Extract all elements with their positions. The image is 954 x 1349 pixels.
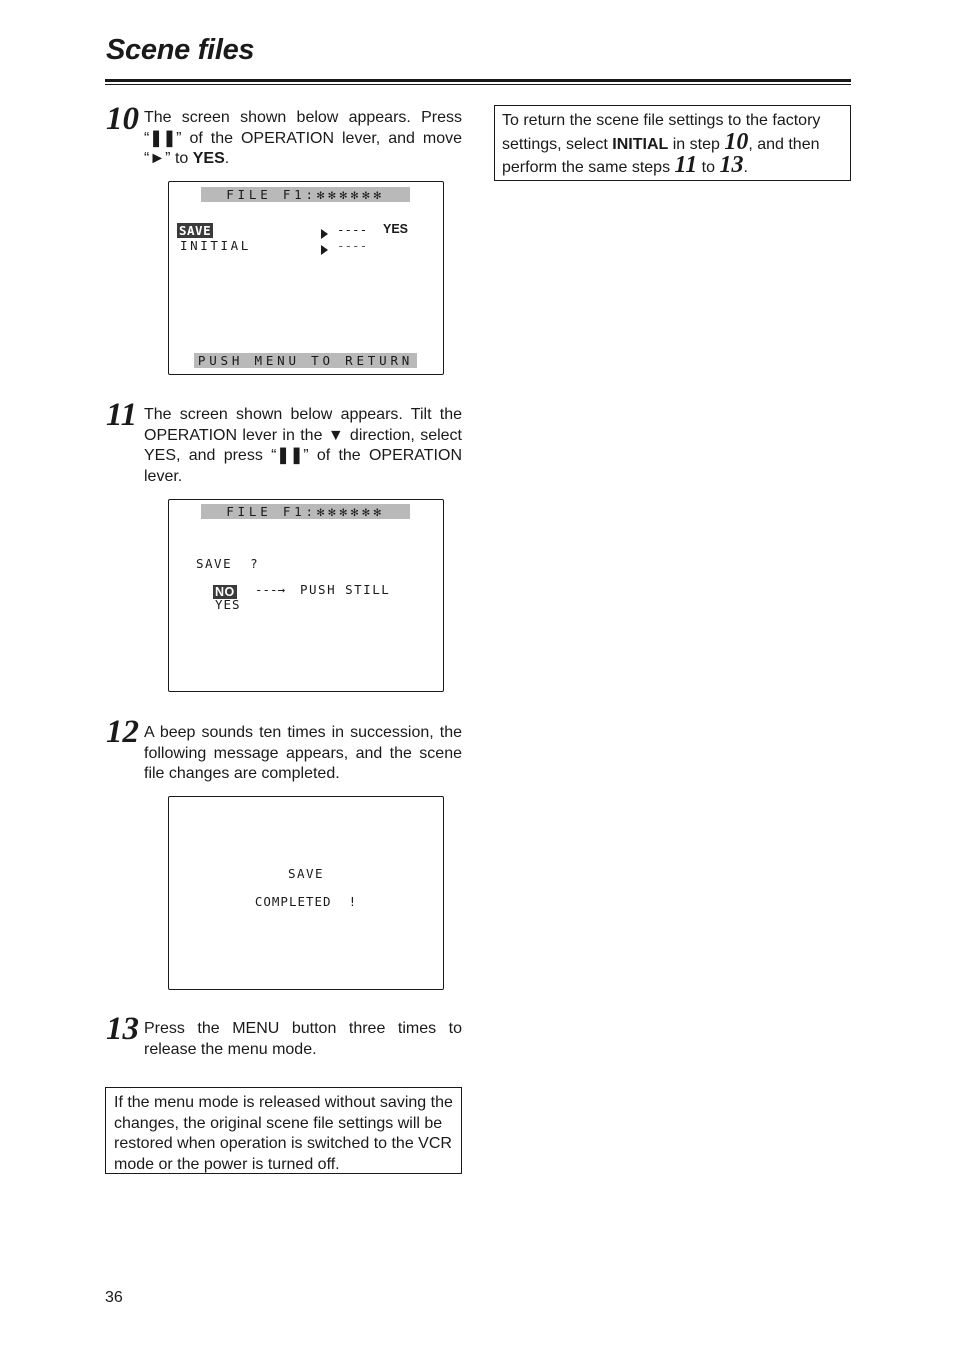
step-ref-10: 10 <box>724 128 749 155</box>
screen-save-completed <box>168 796 444 990</box>
step-11-text: The screen shown below appears. Tilt the OPERATION lever in the ▼ direction, select YES, and press “❚❚” of the OPERATION lever. <box>144 406 463 485</box>
save-question: SAVE ? <box>196 556 260 571</box>
right-arrow-icon: ► <box>149 150 166 167</box>
screen-header-bar: FILE F1:✻✻✻✻✻✻ <box>201 504 410 519</box>
pointer-icon <box>321 245 328 255</box>
title-rule-thin <box>105 84 851 85</box>
step-10-number: 10 <box>106 101 139 137</box>
step-13-number: 13 <box>106 1011 139 1047</box>
step-12-text: A beep sounds ten times in succession, the following message appears, and the scene file changes are completed. <box>144 724 462 782</box>
completed-message: COMPLETED ! <box>254 894 358 909</box>
pause-icon: ❚❚ <box>276 447 304 464</box>
page-number: 36 <box>105 1289 123 1306</box>
push-still-label: PUSH STILL <box>300 582 391 597</box>
screen-save-confirm <box>168 499 444 692</box>
step-ref-11: 11 <box>674 152 698 178</box>
pause-icon: ❚❚ <box>149 129 177 147</box>
screen-footer-bar: PUSH MENU TO RETURN <box>194 353 417 368</box>
save-value-yes: YES <box>383 222 409 236</box>
page-title: Scene files <box>106 34 255 66</box>
pointer-icon <box>321 229 328 239</box>
save-value-dashes: ---- <box>337 222 368 237</box>
screen-header-bar: FILE F1:✻✻✻✻✻✻ <box>201 187 410 202</box>
title-rule-thick <box>105 79 851 82</box>
step-ref-13: 13 <box>719 152 744 178</box>
save-message: SAVE <box>287 866 325 881</box>
initial-value-dashes: ---- <box>337 238 368 253</box>
step-12-number: 12 <box>106 714 139 750</box>
note-box-restore: If the menu mode is released without saving the changes, the original scene file settings will be restored when operation is switched to the VCR mode or the power is turned off. <box>105 1087 462 1174</box>
option-no: NO <box>215 585 235 599</box>
option-yes: YES <box>215 597 241 612</box>
menu-item-save: SAVE <box>179 223 212 238</box>
step-10-text: The screen shown below appears. Press “❚❚” of the OPERATION lever, and move “►” to YES. <box>144 109 462 167</box>
down-arrow-icon: ▼ <box>327 426 345 444</box>
menu-item-initial: INITIAL <box>180 238 251 253</box>
arrow-indicator: ---→ <box>255 582 286 597</box>
screen-file-menu <box>168 181 444 375</box>
note-box-factory-settings: To return the scene file settings to the factory settings, select INITIAL in step 10, and then perform the same steps 11 to 13. <box>494 105 851 181</box>
step-13-text: Press the MENU button three times to release the menu mode. <box>144 1020 462 1058</box>
step-11-number: 11 <box>106 397 138 433</box>
